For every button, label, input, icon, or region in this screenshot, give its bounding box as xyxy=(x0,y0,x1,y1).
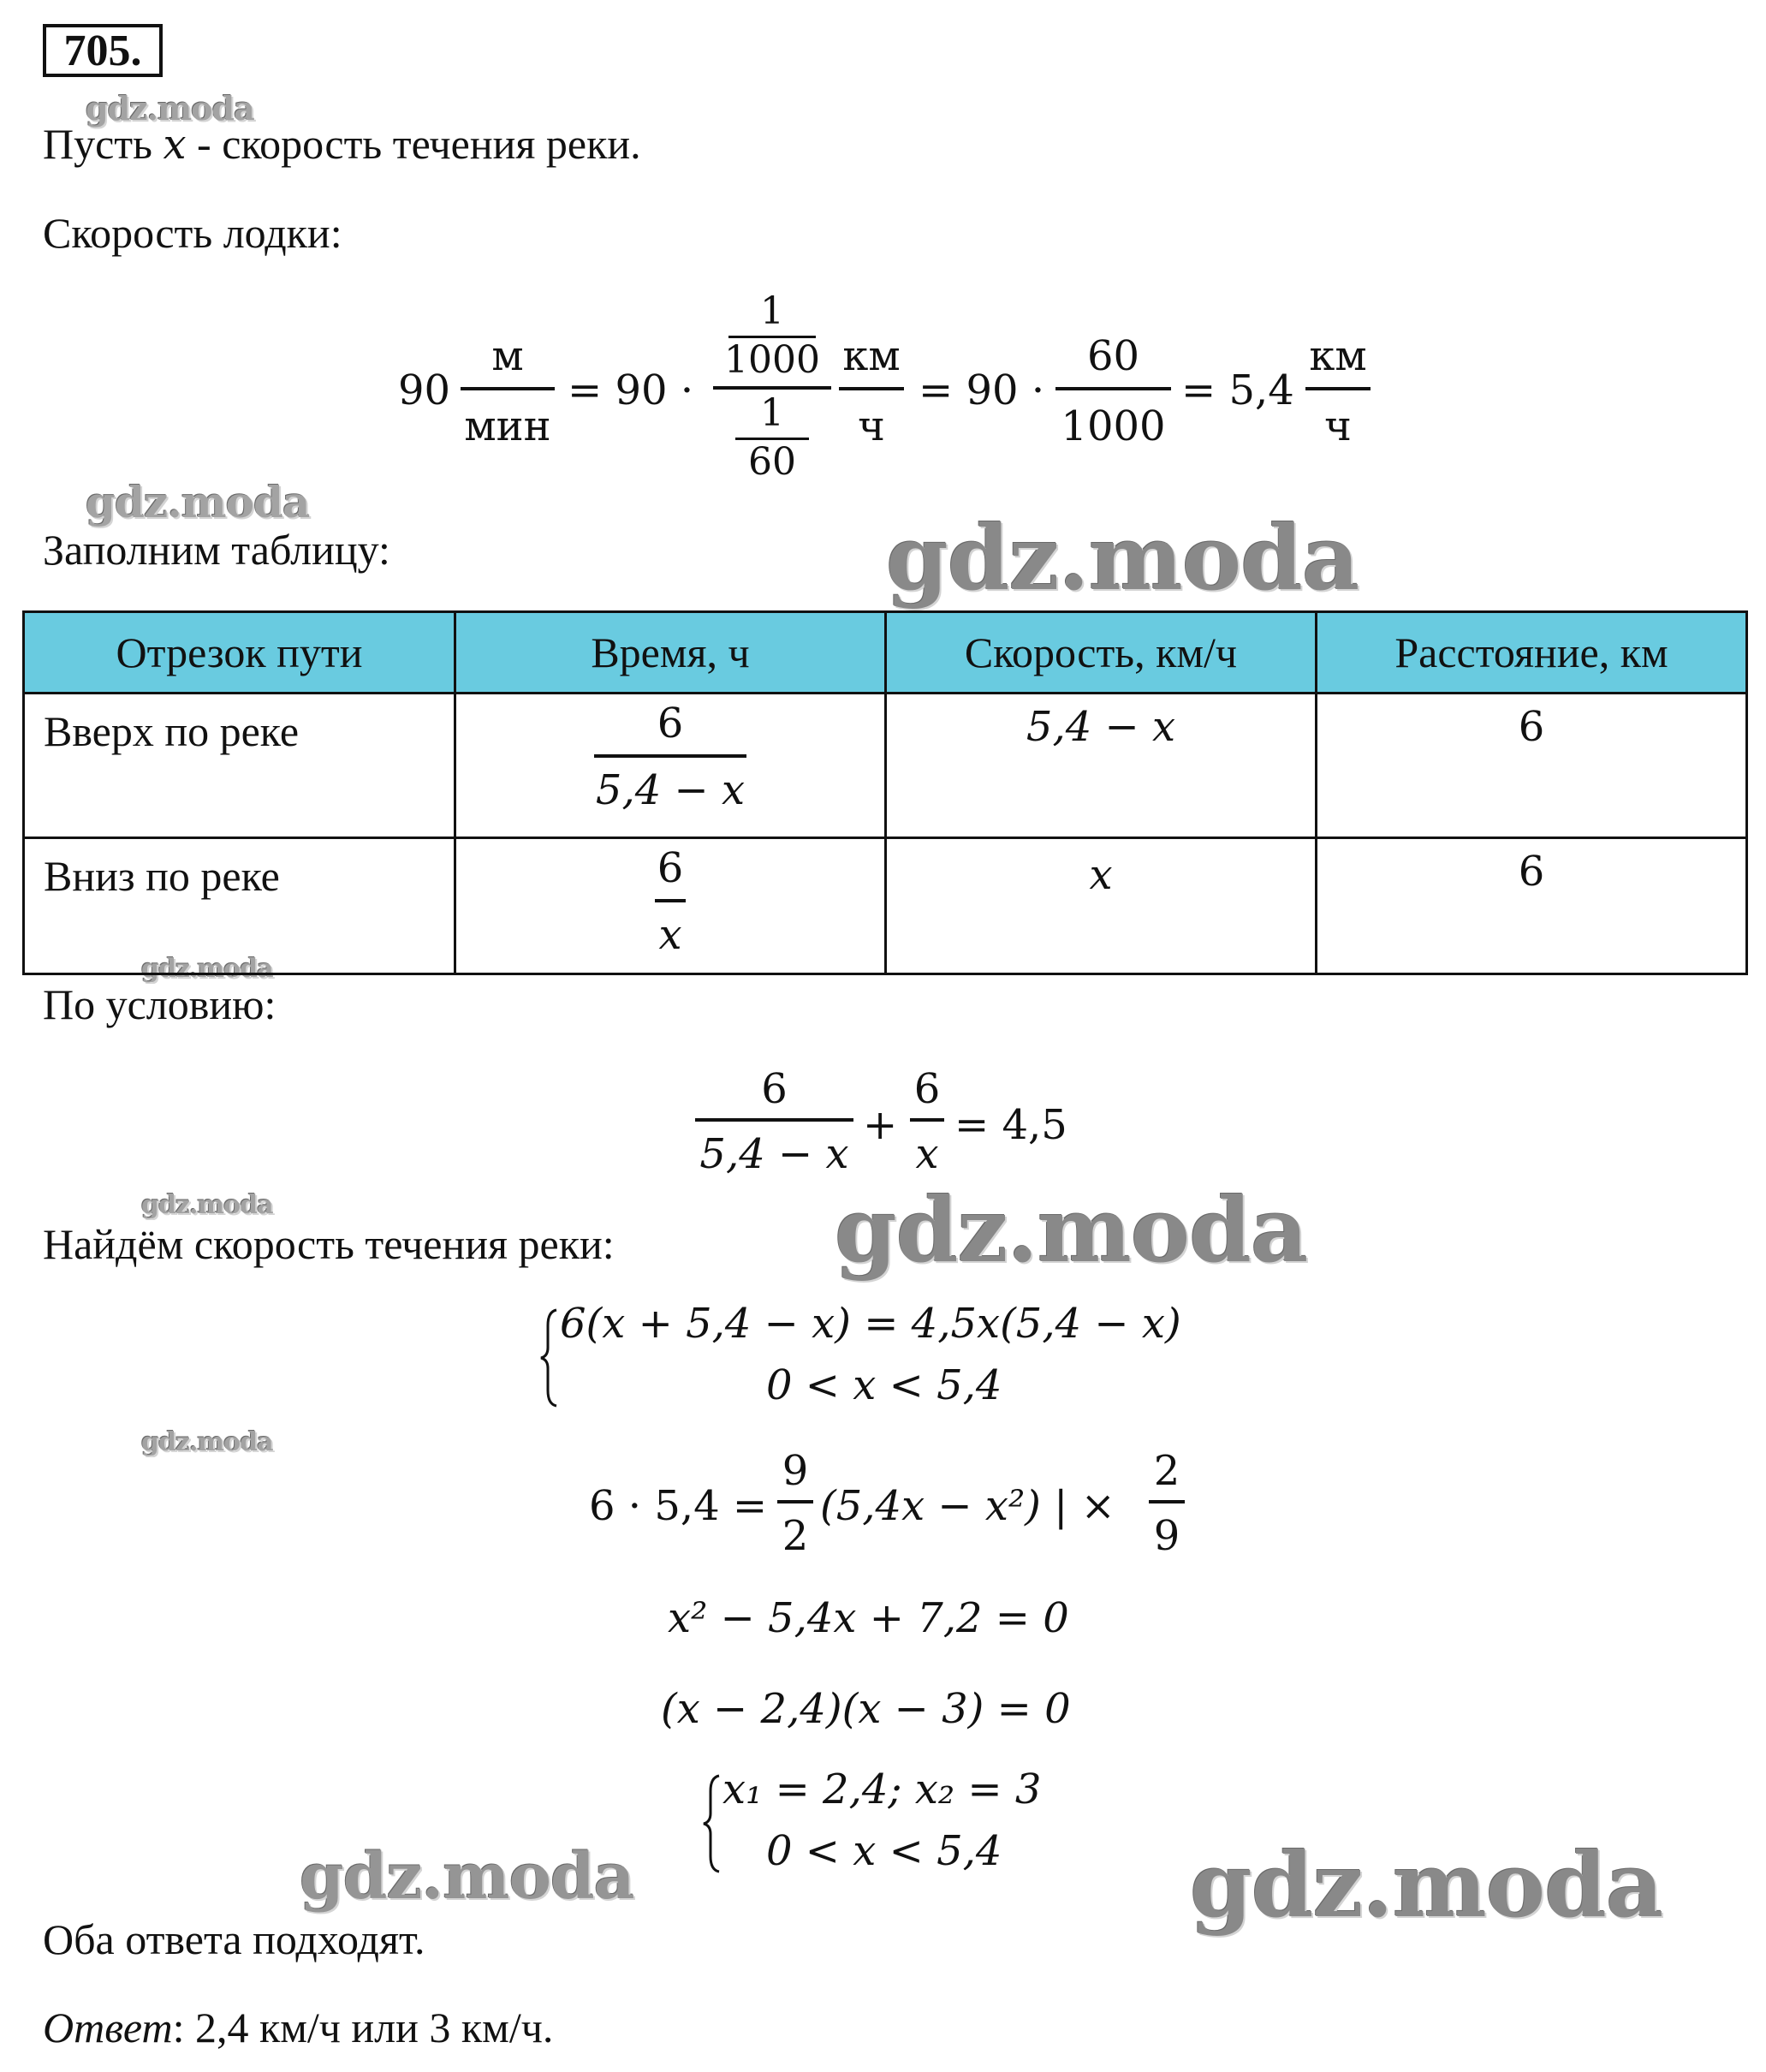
boat-speed-label: Скорость лодки: xyxy=(43,209,342,257)
system-2-line-2: 0 < x < 5,4 xyxy=(766,1827,1002,1875)
system-brace xyxy=(702,1772,722,1875)
intro-line xyxy=(43,120,641,169)
watermark: gdz.moda xyxy=(86,477,310,527)
step-2-fraction xyxy=(777,1447,813,1560)
numerator: 6 xyxy=(913,1065,941,1113)
answer-text: : 2,4 км/ч или 3 км/ч. xyxy=(172,2004,554,2051)
find-label: Найдём скорость течения реки: xyxy=(43,1220,615,1268)
watermark: gdz.moda xyxy=(141,1427,273,1457)
watermark: gdz.moda xyxy=(835,1177,1308,1283)
step-2-lhs: 6 · 5,4 = xyxy=(589,1482,768,1530)
motion-table xyxy=(22,610,1748,975)
system-1-line-2: 0 < x < 5,4 xyxy=(766,1361,1002,1409)
step-3-equation: x² − 5,4x + 7,2 = 0 xyxy=(668,1594,1069,1642)
system-brace xyxy=(539,1307,560,1409)
cond-fraction-2 xyxy=(910,1065,944,1178)
system-1-line-1: 6(x + 5,4 − x) = 4,5x(5,4 − x) xyxy=(560,1300,1181,1348)
conv-fraction-1 xyxy=(461,332,555,450)
cond-fraction-1 xyxy=(695,1065,853,1178)
denominator: 1000 xyxy=(1061,402,1166,450)
step-2-middle: (5,4x − x²) | × xyxy=(820,1482,1115,1530)
table-header-row xyxy=(24,612,1747,694)
intro-suffix: - скорость течения реки. xyxy=(186,120,641,168)
table-row xyxy=(24,694,1747,838)
numerator: 6 xyxy=(657,844,684,892)
numerator: км xyxy=(1309,332,1367,380)
conv-unit-1 xyxy=(839,332,904,450)
cond-plus: + xyxy=(863,1101,898,1149)
intro-variable: x xyxy=(163,121,187,169)
bottom-numerator: 1 xyxy=(760,391,784,435)
segment-label: Вниз по реке xyxy=(44,852,280,900)
time-fraction xyxy=(655,839,686,959)
denominator: мин xyxy=(464,402,551,450)
denominator: 2 xyxy=(782,1512,809,1560)
denominator: ч xyxy=(1324,402,1352,450)
watermark: gdz.moda xyxy=(141,1190,273,1220)
denominator: ч xyxy=(858,402,885,450)
conv-eq-2: = 90 · xyxy=(919,366,1045,414)
distance-value: 6 xyxy=(1518,703,1545,751)
time-fraction xyxy=(594,694,746,814)
conv-unit-2 xyxy=(1305,332,1371,450)
table-header: Расстояние, км xyxy=(1317,612,1747,694)
watermark: gdz.moda xyxy=(86,89,254,128)
distance-cell xyxy=(1317,694,1747,838)
step-4-equation: (x − 2,4)(x − 3) = 0 xyxy=(661,1685,1071,1733)
numerator: 60 xyxy=(1086,332,1140,380)
numerator: 6 xyxy=(761,1065,788,1113)
speed-value: 5,4 − x xyxy=(1026,703,1176,751)
watermark: gdz.moda xyxy=(141,954,273,984)
denominator: 5,4 − x xyxy=(595,766,746,814)
numerator: км xyxy=(842,332,901,380)
time-cell xyxy=(455,838,886,974)
denominator: x xyxy=(658,911,682,959)
conv-eq-3: = 5,4 xyxy=(1181,366,1294,414)
step-2-multiplier xyxy=(1149,1447,1185,1560)
denominator: x xyxy=(915,1130,939,1178)
segment-label: Вверх по реке xyxy=(44,707,300,755)
speed-cell xyxy=(886,694,1317,838)
condition-label: По условию: xyxy=(43,980,276,1028)
conv-eq-1: = 90 · xyxy=(568,366,694,414)
watermark: gdz.moda xyxy=(300,1840,634,1914)
both-fit-text: Оба ответа подходят. xyxy=(43,1915,425,1963)
speed-cell xyxy=(886,838,1317,974)
conv-value: 90 xyxy=(398,366,451,414)
system-2-line-1: x₁ = 2,4; x₂ = 3 xyxy=(722,1765,1042,1813)
time-cell xyxy=(455,694,886,838)
denominator: 5,4 − x xyxy=(699,1130,849,1178)
numerator: 2 xyxy=(1153,1447,1180,1495)
distance-cell xyxy=(1317,838,1747,974)
cond-rhs: = 4,5 xyxy=(954,1101,1067,1149)
watermark: gdz.moda xyxy=(886,505,1359,610)
conv-fraction-3 xyxy=(1055,332,1171,450)
problem-number: 705. xyxy=(43,24,163,77)
speed-value: x xyxy=(1089,851,1113,899)
numerator: 9 xyxy=(782,1447,809,1495)
answer-label: Ответ xyxy=(43,2004,173,2051)
table-header: Скорость, км/ч xyxy=(886,612,1317,694)
numerator: м xyxy=(491,332,524,380)
top-numerator: 1 xyxy=(760,289,784,333)
segment-cell xyxy=(24,694,455,838)
table-header: Время, ч xyxy=(455,612,886,694)
bottom-denominator: 60 xyxy=(748,440,796,484)
table-header: Отрезок пути xyxy=(24,612,455,694)
segment-cell xyxy=(24,838,455,974)
conv-complex-fraction xyxy=(713,289,831,484)
watermark: gdz.moda xyxy=(1190,1832,1663,1938)
table-row xyxy=(24,838,1747,974)
fill-table-label: Заполним таблицу: xyxy=(43,526,390,574)
numerator: 6 xyxy=(657,700,684,747)
top-denominator: 1000 xyxy=(724,338,820,382)
intro-prefix: Пусть xyxy=(43,120,164,168)
distance-value: 6 xyxy=(1518,848,1545,896)
answer-line xyxy=(43,2006,553,2049)
denominator: 9 xyxy=(1153,1512,1180,1560)
